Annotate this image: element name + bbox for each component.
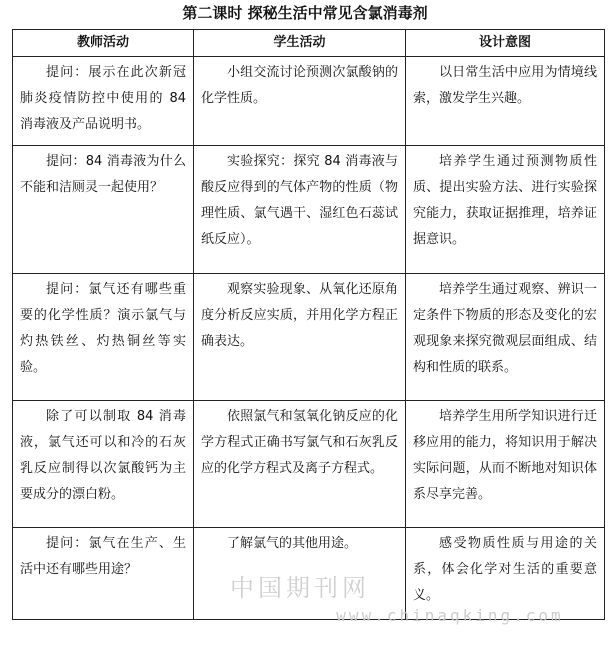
intent-cell: 培养学生通过观察、辨识一定条件下物质的形态及变化的宏观现象来探究微观层面组成、结构和性质的联系。 <box>406 274 605 401</box>
student-cell: 小组交流讨论预测次氯酸钠的化学性质。 <box>194 57 406 146</box>
document-title: 第二课时 探秘生活中常见含氯消毒剂 <box>182 4 428 22</box>
lesson-table <box>12 29 605 620</box>
intent-cell: 培养学生通过预测物质性质、提出实验方法、进行实验探究能力，获取证据推理，培养证据意识。 <box>406 146 605 274</box>
watermark-url: www.chinaqking.com <box>336 606 564 625</box>
table-body <box>13 57 605 620</box>
table-header <box>13 30 605 57</box>
teacher-cell: 提问：氯气在生产、生活中还有哪些用途？ <box>13 528 194 620</box>
table-row <box>13 57 605 146</box>
watermark-site-name: 中国期刊网 <box>230 574 370 602</box>
intent-cell: 以日常生活中应用为情境线索，激发学生兴趣。 <box>406 57 605 146</box>
header-row <box>13 30 605 57</box>
table-row <box>13 274 605 401</box>
student-cell: 依照氯气和氢氧化钠反应的化学方程式正确书写氯气和石灰乳反应的化学方程式及离子方程式。 <box>194 401 406 528</box>
intent-cell: 培养学生用所学知识进行迁移应用的能力，将知识用于解决实际问题，从而不断地对知识体系尽享完善。 <box>406 401 605 528</box>
header-teacher: 教师活动 <box>13 30 194 57</box>
student-cell: 观察实验现象、从氧化还原角度分析反应实质，并用化学方程正确表达。 <box>194 274 406 401</box>
teacher-cell: 提问：84 消毒液为什么不能和洁厕灵一起使用？ <box>13 146 194 274</box>
teacher-cell: 提问：展示在此次新冠肺炎疫情防控中使用的 84 消毒液及产品说明书。 <box>13 57 194 146</box>
header-student: 学生活动 <box>194 30 406 57</box>
teacher-cell: 提问：氯气还有哪些重要的化学性质？演示氯气与灼热铁丝、灼热铜丝等实验。 <box>13 274 194 401</box>
header-intent: 设计意图 <box>406 30 605 57</box>
table-row <box>13 528 605 620</box>
student-cell: 了解氯气的其他用途。 <box>194 528 406 620</box>
teacher-cell: 除了可以制取 84 消毒液，氯气还可以和冷的石灰乳反应制得以次氯酸钙为主要成分的漂白粉。 <box>13 401 194 528</box>
intent-cell: 感受物质性质与用途的关系，体会化学对生活的重要意义。 <box>406 528 605 620</box>
table-row <box>13 146 605 274</box>
table-row <box>13 401 605 528</box>
student-cell: 实验探究：探究 84 消毒液与酸反应得到的气体产物的性质（物理性质、氯气遇干、湿红色石蕊试纸反应）。 <box>194 146 406 274</box>
